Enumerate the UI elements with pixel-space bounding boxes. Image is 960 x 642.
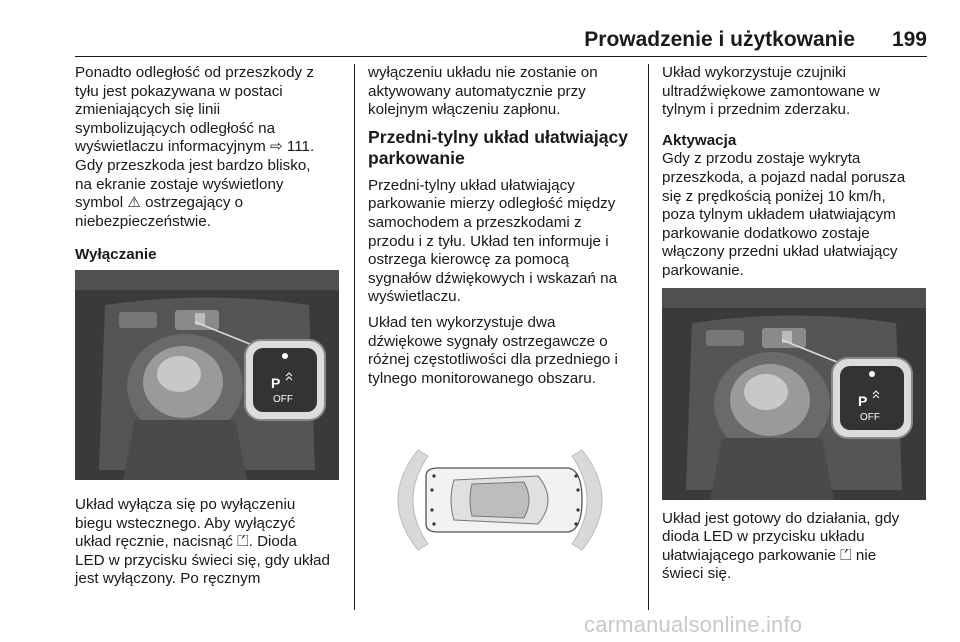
button-label-off: OFF [273, 394, 293, 405]
text-line: tylnym i przednim zderzaku. [662, 101, 851, 119]
text-line: świeci się. [662, 565, 732, 583]
text-line: dioda LED w przycisku układu [662, 528, 865, 546]
column-divider [354, 64, 355, 610]
console-illustration [75, 270, 339, 480]
text-line: dźwiękowe sygnały ostrzegawcze o [368, 332, 608, 350]
page-header [75, 28, 927, 54]
button-label-p: P [271, 375, 281, 391]
col2-paragraph-3 [368, 314, 636, 388]
text-line: aktywowany automatycznie przy [368, 82, 586, 100]
text-line: tyłu jest pokazywana w postaci [75, 82, 283, 100]
text-line: parkowanie dodatkowo zostaje [662, 224, 870, 242]
heading-line: parkowanie [368, 147, 465, 168]
text-line: parkowanie mierzy odległość między [368, 195, 616, 213]
col3-paragraph-1 [662, 64, 930, 120]
console-drawing [662, 288, 926, 500]
col2-paragraph-1 [368, 64, 636, 120]
text-line: ultradźwiękowe zamontowane w [662, 82, 880, 100]
text-line: jest wyłączony. Po ręcznym [75, 570, 261, 588]
text-line: przeszkoda, a pojazd nadal porusza [662, 168, 906, 186]
col3-paragraph-3 [662, 510, 930, 584]
text-line: symbolizujących odległość na [75, 119, 276, 137]
text-line: na ekranie zostaje wyświetlony [75, 175, 284, 193]
col3-paragraph-2 [662, 150, 930, 280]
text-line: Przedni-tylny układ ułatwiający [368, 176, 575, 194]
text-line: wyłączeniu układu nie zostanie on [368, 64, 598, 81]
text-line: włączony przedni układ ułatwiający [662, 243, 898, 261]
watermark: carmanualsonline.info [584, 612, 803, 637]
text-line-with-warning-icon: symbol ⚠ ostrzegający o [75, 194, 244, 212]
text-line: Układ wyłącza się po wyłączeniu [75, 495, 296, 513]
header-divider [75, 56, 927, 57]
text-line: Ponadto odległość od przeszkody z [75, 64, 314, 81]
text-line: Układ wykorzystuje czujniki [662, 64, 846, 81]
text-line-with-button-icon: układ ręcznie, nacisnąć ⏍. Dioda [75, 533, 297, 551]
text-line: biegu wstecznego. Aby wyłączyć [75, 514, 296, 532]
col2-paragraph-2 [368, 177, 636, 307]
text-line: przodu i z tyłu. Układ ten informuje i [368, 232, 609, 250]
text-line: kolejnym włączeniu zapłonu. [368, 101, 561, 119]
heading-line: Przedni-tylny układ ułatwiający [368, 126, 629, 147]
column-2 [368, 64, 636, 395]
text-line: LED w przycisku świeci się, gdy układ [75, 551, 330, 569]
button-label-p: P [858, 393, 868, 409]
text-line: tylnego monitorowanego obszaru. [368, 369, 596, 387]
page-number: 199 [891, 28, 927, 51]
column-divider [648, 64, 649, 610]
text-line: ostrzega kierowcę za pomocą [368, 251, 569, 269]
sensor-zone-illustration [368, 394, 632, 606]
text-line: niebezpieczeństwie. [75, 212, 211, 230]
console-drawing [75, 270, 339, 480]
text-line: Gdy z przodu zostaje wykryta [662, 150, 861, 168]
text-line: się z prędkością poniżej 10 km/h, [662, 187, 886, 205]
console-illustration-2 [662, 288, 926, 500]
car-topview-drawing [368, 394, 632, 606]
text-line: sygnałów dźwiękowych i wskazań na [368, 269, 618, 287]
text-line-with-page-ref: wyświetlaczu informacyjnym ⇨ 111. [75, 138, 315, 156]
col1-paragraph-1 [75, 64, 343, 231]
button-label-off: OFF [860, 412, 880, 423]
led-dot [282, 353, 288, 359]
led-dot [869, 371, 875, 377]
text-line: wyświetlaczu. [368, 288, 461, 306]
text-line: różnej częstotliwości dla przedniego i [368, 351, 618, 369]
section-heading [368, 127, 636, 169]
text-line: poza tylnym układem ułatwiającym [662, 206, 896, 224]
text-line: Układ ten wykorzystuje dwa [368, 313, 556, 331]
text-line: samochodem a przeszkodami z [368, 213, 582, 231]
text-line: zmieniających się linii [75, 101, 221, 119]
rear-sensor-zone [398, 450, 428, 550]
text-line: Układ jest gotowy do działania, gdy [662, 509, 900, 527]
text-line: parkowanie. [662, 261, 744, 279]
col1-paragraph-2 [75, 496, 343, 589]
text-line-with-button-icon: ułatwiającego parkowanie ⏍ nie [662, 546, 877, 564]
subhead-deactivation: Wyłączanie [75, 246, 157, 264]
subhead-activation: Aktywacja [662, 131, 737, 149]
text-line: Gdy przeszkoda jest bardzo blisko, [75, 156, 311, 174]
page-title: Prowadzenie i użytkowanie [584, 28, 855, 51]
